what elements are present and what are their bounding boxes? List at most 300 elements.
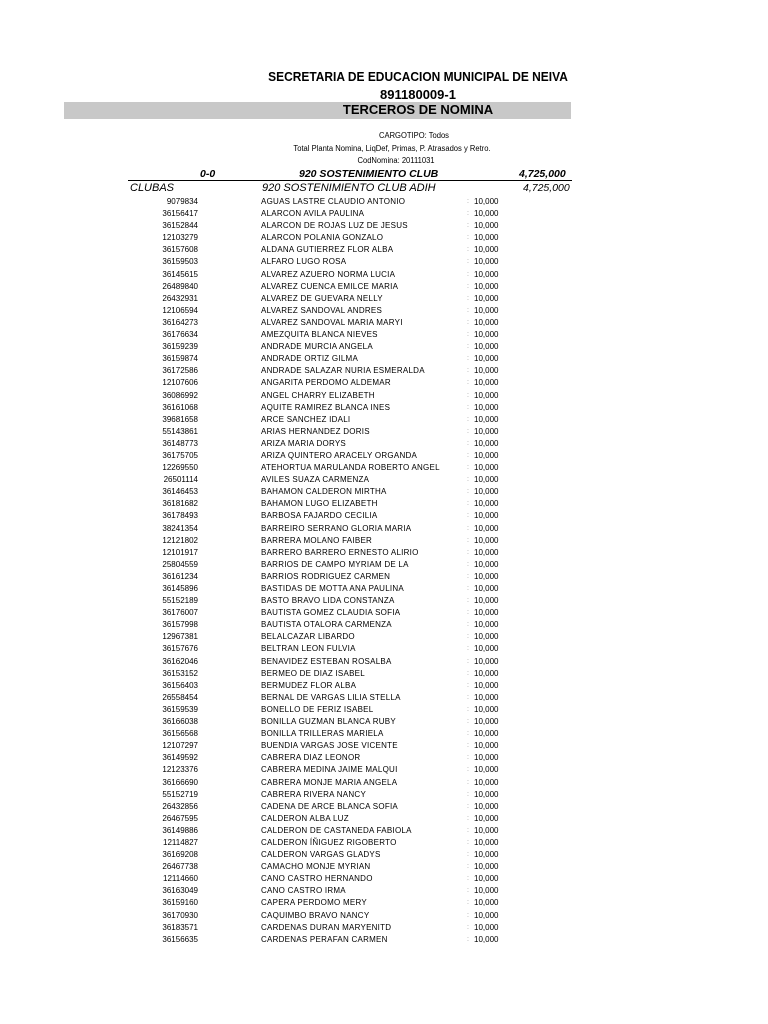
row-amount: 10,000: [474, 281, 499, 291]
row-separator: :: [467, 403, 469, 411]
table-row: [0, 498, 768, 510]
row-separator: :: [467, 899, 469, 907]
row-name: ANGEL CHARRY ELIZABETH: [261, 390, 375, 400]
row-id: 36148773: [162, 438, 198, 448]
table-row: [0, 244, 768, 256]
table-row: [0, 256, 768, 268]
table-row: [0, 910, 768, 922]
row-separator: :: [467, 282, 469, 290]
row-amount: 10,000: [474, 221, 499, 231]
row-separator: :: [467, 730, 469, 738]
table-row: [0, 438, 768, 450]
row-id: 36159874: [162, 354, 198, 364]
row-id: 9079834: [166, 197, 198, 206]
row-id: 36159539: [162, 704, 198, 714]
row-separator: :: [467, 657, 469, 665]
table-row: [0, 547, 768, 559]
row-amount: 10,000: [474, 632, 499, 642]
row-name: CAMACHO MONJE MYRIAN: [261, 862, 371, 872]
row-amount: 10,000: [474, 317, 499, 327]
row-id: 36166038: [162, 717, 198, 727]
row-amount: 10,000: [474, 620, 499, 630]
row-id: 36161068: [162, 402, 198, 412]
row-separator: :: [467, 560, 469, 568]
table-row: [0, 813, 768, 825]
table-row: [0, 849, 768, 861]
table-row: [0, 402, 768, 414]
table-row: [0, 474, 768, 486]
table-row: [0, 704, 768, 716]
group1-code: 0-0: [200, 168, 216, 180]
row-amount: 10,000: [474, 704, 499, 714]
row-amount: 10,000: [474, 656, 499, 666]
row-separator: :: [467, 343, 469, 351]
row-id: 26501114: [163, 475, 198, 485]
row-separator: :: [467, 718, 469, 726]
row-separator: :: [467, 609, 469, 617]
row-amount: 10,000: [474, 293, 499, 303]
row-name: ALARCON AVILA PAULINA: [261, 209, 365, 219]
row-separator: :: [467, 911, 469, 919]
row-amount: 10,000: [474, 874, 499, 884]
row-name: BERNAL DE VARGAS LILIA STELLA: [261, 692, 401, 702]
row-name: ARCE SANCHEZ IDALI: [261, 414, 351, 424]
row-name: BONELLO DE FERIZ ISABEL: [261, 704, 374, 714]
row-id: 36172586: [162, 366, 198, 376]
row-name: ALVAREZ DE GUEVARA NELLY: [261, 293, 383, 303]
row-id: 12106594: [162, 305, 198, 315]
row-separator: :: [467, 222, 469, 230]
row-amount: 10,000: [474, 765, 499, 775]
table-row: [0, 728, 768, 740]
row-amount: 10,000: [474, 305, 499, 315]
row-name: BONILLA GUZMAN BLANCA RUBY: [261, 717, 396, 727]
row-name: ALARCON POLANIA GONZALO: [261, 233, 384, 243]
row-separator: :: [467, 415, 469, 423]
row-amount: 10,000: [474, 837, 499, 847]
row-name: BERMEO DE DIAZ ISABEL: [261, 668, 365, 678]
row-name: CALDERON VARGAS GLADYS: [261, 850, 381, 860]
row-separator: :: [467, 742, 469, 750]
row-amount: 10,000: [474, 680, 499, 690]
row-name: CANO CASTRO HERNANDO: [261, 874, 373, 884]
row-name: BAHAMON CALDERON MIRTHA: [261, 487, 387, 497]
row-id: 36159160: [162, 898, 198, 908]
row-name: BASTO BRAVO LIDA CONSTANZA: [261, 596, 395, 606]
row-name: BERMUDEZ FLOR ALBA: [261, 680, 357, 690]
row-amount: 10,000: [474, 922, 499, 932]
row-separator: :: [467, 705, 469, 713]
row-amount: 10,000: [474, 596, 499, 606]
row-separator: :: [467, 790, 469, 798]
row-amount: 10,000: [474, 402, 499, 412]
row-amount: 10,000: [474, 233, 499, 243]
row-id: 36086992: [162, 390, 198, 400]
row-name: CAPERA PERDOMO MERY: [261, 898, 367, 908]
row-id: 36152844: [162, 221, 198, 231]
row-amount: 10,000: [474, 910, 499, 920]
table-row: [0, 365, 768, 377]
row-amount: 10,000: [474, 269, 499, 279]
table-row: [0, 329, 768, 341]
row-name: AQUITE RAMIREZ BLANCA INES: [261, 402, 391, 412]
row-id: 26467738: [162, 862, 198, 872]
row-amount: 10,000: [474, 571, 499, 581]
row-name: ARIZA MARIA DORYS: [261, 438, 347, 448]
row-name: AGUAS LASTRE CLAUDIO ANTONIO: [261, 197, 406, 206]
table-row: [0, 293, 768, 305]
row-name: CANO CASTRO IRMA: [261, 886, 346, 896]
group2-code: CLUBAS: [130, 182, 175, 194]
row-separator: :: [467, 826, 469, 834]
row-name: ANGARITA PERDOMO ALDEMAR: [261, 378, 391, 388]
row-amount: 10,000: [474, 209, 499, 219]
row-name: CABRERA MEDINA JAIME MALQUI: [261, 765, 398, 775]
table-row: [0, 232, 768, 244]
row-amount: 10,000: [474, 487, 499, 497]
group-divider: [128, 180, 572, 181]
row-amount: 10,000: [474, 463, 499, 473]
table-row: [0, 196, 768, 208]
row-amount: 10,000: [474, 378, 499, 388]
table-row: [0, 752, 768, 764]
report-nit: 891180009-1: [380, 87, 456, 102]
row-amount: 10,000: [474, 753, 499, 763]
row-separator: :: [467, 935, 469, 943]
row-amount: 10,000: [474, 862, 499, 872]
row-separator: :: [467, 754, 469, 762]
row-name: BARBOSA FAJARDO CECILIA: [261, 511, 378, 521]
row-id: 36166690: [162, 777, 198, 787]
row-separator: :: [467, 367, 469, 375]
row-name: BELTRAN LEON FULVIA: [261, 644, 356, 654]
row-id: 26432856: [162, 801, 198, 811]
row-name: ALARCON DE ROJAS LUZ DE JESUS: [261, 221, 408, 231]
row-id: 55152189: [162, 596, 198, 606]
row-separator: :: [467, 391, 469, 399]
row-id: 36181682: [162, 499, 198, 509]
row-separator: :: [467, 778, 469, 786]
row-name: BARRIOS RODRIGUEZ CARMEN: [261, 571, 391, 581]
row-name: ATEHORTUA MARULANDA ROBERTO ANGEL: [261, 463, 440, 473]
row-separator: :: [467, 294, 469, 302]
row-name: CALDERON ÍÑIGUEZ RIGOBERTO: [261, 837, 397, 847]
row-name: AVILES SUAZA CARMENZA: [261, 475, 370, 485]
row-name: BAUTISTA OTALORA CARMENZA: [261, 620, 392, 630]
row-id: 36157608: [162, 245, 198, 255]
row-separator: :: [467, 621, 469, 629]
row-separator: :: [467, 198, 469, 205]
table-row: [0, 934, 768, 946]
row-name: ANDRADE SALAZAR NURIA ESMERALDA: [261, 366, 425, 376]
row-amount: 10,000: [474, 934, 499, 944]
row-separator: :: [467, 270, 469, 278]
row-amount: 10,000: [474, 245, 499, 255]
row-amount: 10,000: [474, 257, 499, 267]
table-row: [0, 897, 768, 909]
row-name: BAUTISTA GOMEZ CLAUDIA SOFIA: [261, 608, 401, 618]
row-separator: :: [467, 512, 469, 520]
row-separator: :: [467, 851, 469, 859]
row-separator: :: [467, 645, 469, 653]
group1-amount: 4,725,000: [519, 168, 566, 180]
table-row: [0, 281, 768, 293]
row-name: AMEZQUITA BLANCA NIEVES: [261, 330, 378, 340]
row-id: 12107297: [162, 741, 198, 751]
row-separator: :: [467, 633, 469, 641]
row-amount: 10,000: [474, 886, 499, 896]
row-separator: :: [467, 887, 469, 895]
table-row: [0, 837, 768, 849]
row-name: ALFARO LUGO ROSA: [261, 257, 347, 267]
row-id: 36157676: [162, 644, 198, 654]
row-amount: 10,000: [474, 511, 499, 521]
row-separator: :: [467, 863, 469, 871]
row-separator: :: [467, 838, 469, 846]
row-amount: 10,000: [474, 450, 499, 460]
row-name: CARDENAS PERAFAN CARMEN: [261, 934, 388, 944]
table-row: [0, 885, 768, 897]
row-separator: :: [467, 681, 469, 689]
row-name: BONILLA TRILLERAS MARIELA: [261, 729, 384, 739]
row-separator: :: [467, 331, 469, 339]
table-row: [0, 341, 768, 353]
row-name: ALVAREZ SANDOVAL MARIA MARYI: [261, 317, 403, 327]
payroll-table: [0, 196, 768, 946]
row-id: 36175705: [162, 450, 198, 460]
row-amount: 10,000: [474, 559, 499, 569]
table-row: [0, 510, 768, 522]
cargotipo-label: CARGOTIPO: Todos: [379, 131, 449, 140]
table-row: [0, 619, 768, 631]
table-row: [0, 716, 768, 728]
table-row: [0, 559, 768, 571]
row-amount: 10,000: [474, 438, 499, 448]
row-name: CABRERA DIAZ LEONOR: [261, 753, 361, 763]
row-id: 26467595: [162, 813, 198, 823]
table-row: [0, 595, 768, 607]
row-amount: 10,000: [474, 898, 499, 908]
row-separator: :: [467, 585, 469, 592]
row-id: 55152719: [162, 789, 198, 799]
row-amount: 10,000: [474, 414, 499, 424]
table-row: [0, 317, 768, 329]
row-name: BARRIOS DE CAMPO MYRIAM DE LA: [261, 559, 409, 569]
row-name: BARREIRO SERRANO GLORIA MARIA: [261, 523, 412, 533]
row-id: 36161234: [162, 571, 198, 581]
row-id: 36156568: [162, 729, 198, 739]
table-row: [0, 377, 768, 389]
row-amount: 10,000: [474, 390, 499, 400]
row-separator: :: [467, 246, 469, 254]
row-amount: 10,000: [474, 475, 499, 485]
row-name: BENAVIDEZ ESTEBAN ROSALBA: [261, 656, 392, 666]
table-row: [0, 583, 768, 595]
table-row: [0, 740, 768, 752]
row-id: 36156635: [162, 934, 198, 944]
row-id: 36159503: [162, 257, 198, 267]
row-id: 26558454: [162, 692, 198, 702]
row-separator: :: [467, 306, 469, 314]
row-name: BUENDIA VARGAS JOSE VICENTE: [261, 741, 398, 751]
row-separator: :: [467, 923, 469, 931]
table-row: [0, 680, 768, 692]
row-id: 36176634: [162, 330, 198, 340]
row-name: ALVAREZ AZUERO NORMA LUCIA: [261, 269, 396, 279]
row-id: 36164273: [162, 317, 198, 327]
row-separator: :: [467, 814, 469, 822]
row-separator: :: [467, 693, 469, 701]
row-id: 36170930: [162, 910, 198, 920]
row-separator: :: [467, 875, 469, 883]
row-name: ALVAREZ CUENCA EMILCE MARIA: [261, 281, 399, 291]
table-row: [0, 861, 768, 873]
table-row: [0, 607, 768, 619]
row-id: 26432931: [162, 293, 198, 303]
row-name: ALVAREZ SANDOVAL ANDRES: [261, 305, 383, 315]
row-separator: :: [467, 488, 469, 496]
row-amount: 10,000: [474, 608, 499, 618]
table-row: [0, 801, 768, 813]
row-amount: 10,000: [474, 523, 499, 533]
table-row: [0, 777, 768, 789]
row-separator: :: [467, 439, 469, 447]
row-id: 36149886: [162, 825, 198, 835]
row-id: 12121802: [162, 535, 198, 545]
row-id: 36159239: [162, 342, 198, 352]
row-id: 12269550: [162, 463, 198, 473]
table-row: [0, 668, 768, 680]
table-row: [0, 692, 768, 704]
row-separator: :: [467, 464, 469, 472]
row-id: 36153152: [162, 668, 198, 678]
row-name: CARDENAS DURAN MARYENITD: [261, 922, 392, 932]
row-separator: :: [467, 427, 469, 435]
row-name: BAHAMON LUGO ELIZABETH: [261, 499, 378, 509]
table-row: [0, 656, 768, 668]
codnomina-label: CodNomina: 20111031: [357, 156, 435, 165]
row-name: ANDRADE MURCIA ANGELA: [261, 342, 373, 352]
row-id: 36176007: [162, 608, 198, 618]
row-separator: :: [467, 258, 469, 266]
row-amount: 10,000: [474, 330, 499, 340]
row-amount: 10,000: [474, 741, 499, 751]
row-amount: 10,000: [474, 584, 499, 593]
row-id: 26489840: [162, 281, 198, 291]
row-name: ARIZA QUINTERO ARACELY ORGANDA: [261, 450, 418, 460]
row-name: CALDERON DE CASTANEDA FABIOLA: [261, 825, 412, 835]
row-amount: 10,000: [474, 668, 499, 678]
table-row: [0, 220, 768, 232]
row-name: ALDANA GUTIERREZ FLOR ALBA: [261, 245, 394, 255]
row-separator: :: [467, 766, 469, 774]
row-name: CAQUIMBO BRAVO NANCY: [261, 910, 370, 920]
group2-name: 920 SOSTENIMIENTO CLUB ADIH: [262, 182, 436, 194]
row-amount: 10,000: [474, 825, 499, 835]
row-id: 36146453: [162, 487, 198, 497]
row-amount: 10,000: [474, 342, 499, 352]
row-id: 36163049: [162, 886, 198, 896]
row-id: 25804559: [162, 559, 198, 569]
row-name: ARIAS HERNANDEZ DORIS: [261, 426, 370, 436]
row-id: 36157998: [162, 620, 198, 630]
row-separator: :: [467, 379, 469, 387]
row-separator: :: [467, 597, 469, 605]
row-id: 12101917: [162, 547, 198, 557]
row-amount: 10,000: [474, 729, 499, 739]
row-amount: 10,000: [474, 499, 499, 509]
row-separator: :: [467, 572, 469, 580]
row-amount: 10,000: [474, 813, 499, 823]
row-name: CALDERON ALBA LUZ: [261, 813, 349, 823]
row-amount: 10,000: [474, 789, 499, 799]
row-separator: :: [467, 669, 469, 677]
row-amount: 10,000: [474, 801, 499, 811]
row-id: 39681658: [162, 414, 198, 424]
row-amount: 10,000: [474, 777, 499, 787]
row-separator: :: [467, 355, 469, 363]
row-id: 36162046: [162, 656, 198, 666]
group1-name: 920 SOSTENIMIENTO CLUB: [299, 168, 439, 180]
report-title: SECRETARIA DE EDUCACION MUNICIPAL DE NEIVA: [268, 69, 568, 84]
table-row: [0, 414, 768, 426]
row-id: 36183571: [162, 922, 198, 932]
row-amount: 10,000: [474, 426, 499, 436]
row-amount: 10,000: [474, 354, 499, 364]
row-id: 36145615: [162, 269, 198, 279]
row-name: CADENA DE ARCE BLANCA SOFIA: [261, 801, 399, 811]
row-id: 12123376: [162, 765, 198, 775]
row-id: 36156403: [162, 680, 198, 690]
row-id: 36178493: [162, 511, 198, 521]
table-row: [0, 523, 768, 535]
row-name: CABRERA RIVERA NANCY: [261, 789, 367, 799]
table-row: [0, 353, 768, 365]
table-row: [0, 486, 768, 498]
row-separator: :: [467, 548, 469, 556]
row-amount: 10,000: [474, 547, 499, 557]
table-row: [0, 535, 768, 547]
table-row: [0, 643, 768, 655]
row-id: 36156417: [162, 209, 198, 219]
row-id: 36169208: [162, 850, 198, 860]
row-name: BELALCAZAR LIBARDO: [261, 632, 355, 642]
row-amount: 10,000: [474, 717, 499, 727]
row-separator: :: [467, 451, 469, 459]
row-id: 12114660: [163, 874, 198, 884]
table-row: [0, 873, 768, 885]
row-name: ANDRADE ORTIZ GILMA: [261, 354, 359, 364]
row-separator: :: [467, 210, 469, 218]
row-name: BASTIDAS DE MOTTA ANA PAULINA: [261, 584, 404, 593]
table-row: [0, 922, 768, 934]
table-row: [0, 269, 768, 281]
row-amount: 10,000: [474, 535, 499, 545]
row-name: CABRERA MONJE MARIA ANGELA: [261, 777, 398, 787]
table-row: [0, 426, 768, 438]
table-row: [0, 825, 768, 837]
report-subtitle: TERCEROS DE NOMINA: [342, 102, 494, 117]
row-separator: :: [467, 476, 469, 484]
row-separator: :: [467, 318, 469, 326]
row-name: BARRERO BARRERO ERNESTO ALIRIO: [261, 547, 419, 557]
row-id: 36145896: [162, 584, 198, 593]
row-name: BARRERA MOLANO FAIBER: [261, 535, 373, 545]
row-id: 12107606: [162, 378, 198, 388]
row-amount: 10,000: [474, 692, 499, 702]
row-amount: 10,000: [474, 850, 499, 860]
row-separator: :: [467, 524, 469, 532]
